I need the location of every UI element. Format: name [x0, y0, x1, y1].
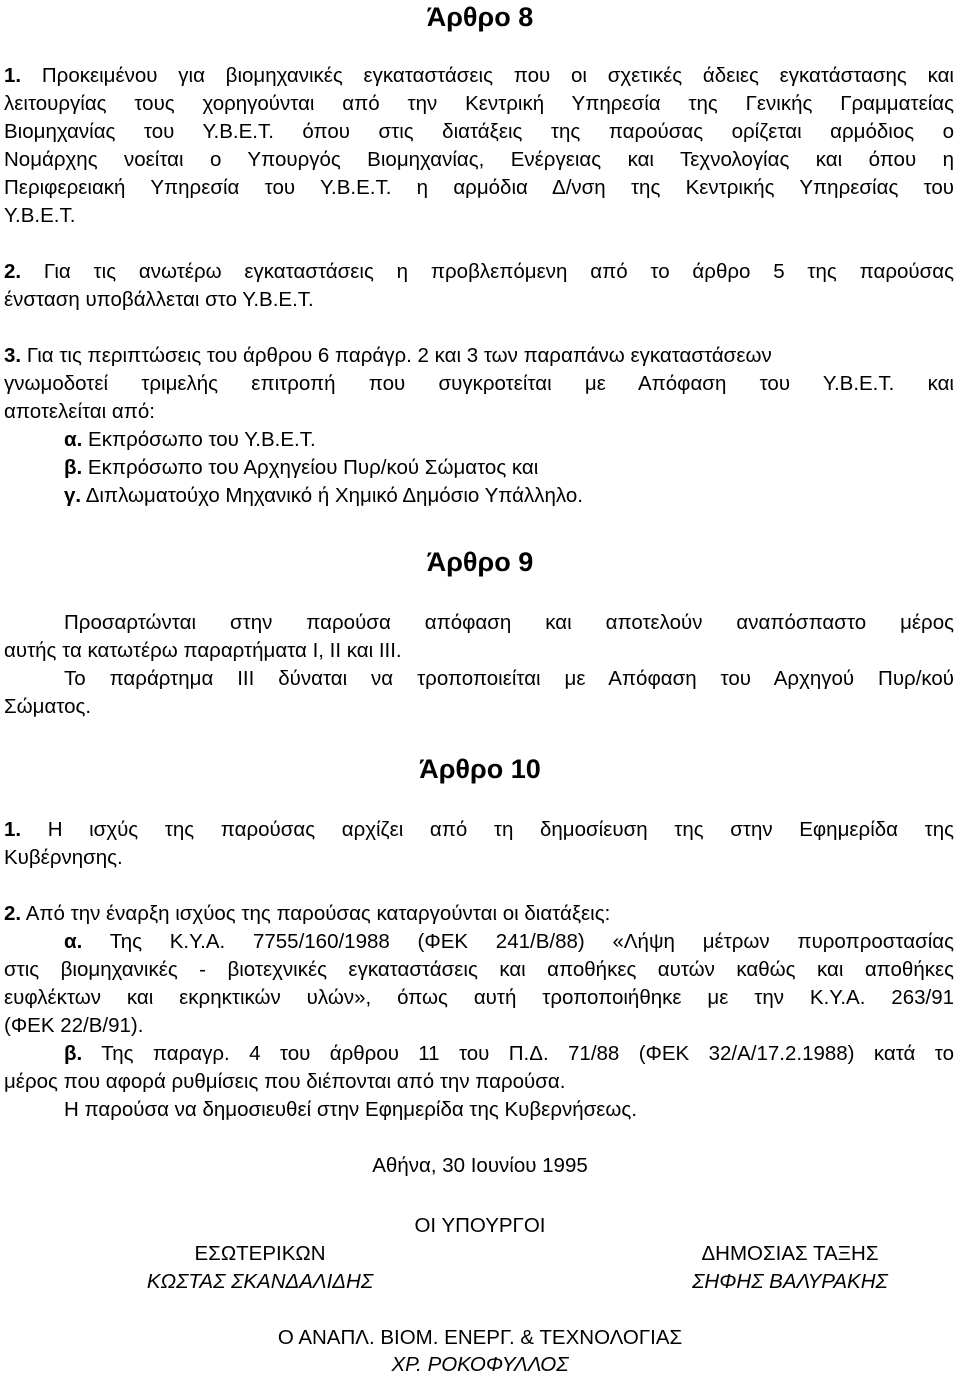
- art10-p1-line2: Κυβέρνησης.: [4, 846, 123, 869]
- art8-p3-item-b: β. Εκπρόσωπο του Αρχηγείου Πυρ/κού Σώματος και: [64, 456, 539, 479]
- art8-p2-line1: 2. Για τις ανωτέρω εγκαταστάσεις η προβλεπόμενη από το άρθρο 5 της παρούσας: [4, 260, 954, 283]
- article-9-title: Άρθρο 9: [426, 547, 534, 577]
- article-10-title: Άρθρο 10: [419, 754, 541, 784]
- art8-p1-line4: Νομάρχης νοείται ο Υπουργός Βιομηχανίας, Ενέργειας και Τεχνολογίας και όπου η: [4, 148, 954, 171]
- art8-p3-item-a: α. Εκπρόσωπο του Υ.Β.Ε.Τ.: [64, 428, 316, 451]
- art8-p1-line5: Περιφερειακή Υπηρεσία του Υ.Β.Ε.Τ. η αρμόδια Δ/νση της Κεντρικής Υπηρεσίας του: [4, 176, 954, 199]
- art8-p1-line6: Υ.Β.Ε.Τ.: [4, 204, 76, 227]
- art10-p2-a-line1: α. Της Κ.Υ.Α. 7755/160/1988 (ΦΕΚ 241/Β/88) «Λήψη μέτρων πυροπροστασίας: [64, 930, 955, 953]
- deputy-minister-title: Ο ΑΝΑΠΛ. ΒΙΟΜ. ΕΝΕΡΓ. & ΤΕΧΝΟΛΟΓΙΑΣ: [277, 1326, 683, 1349]
- art9-line3: Το παράρτημα ΙΙΙ δύναται να τροποποιείται με Απόφαση του Αρχηγού Πυρ/κού: [64, 667, 954, 690]
- art10-p2-a-line3: ευφλέκτων και εκρηκτικών υλών», όπως αυτή τροποποιήθηκε με την Κ.Υ.Α. 263/91: [4, 986, 954, 1009]
- left-minister-title: ΕΣΩΤΕΡΙΚΩΝ: [194, 1242, 326, 1265]
- right-minister-name: ΣΗΦΗΣ ΒΑΛΥΡΑΚΗΣ: [692, 1270, 888, 1293]
- right-minister-title: ΔΗΜΟΣΙΑΣ ΤΑΞΗΣ: [701, 1242, 879, 1265]
- art8-p2-number: 2.: [4, 260, 22, 283]
- art10-p1-number: 1.: [4, 818, 22, 841]
- ministers-heading: ΟΙ ΥΠΟΥΡΓΟΙ: [414, 1214, 546, 1237]
- art8-p2-line2: ένσταση υποβάλλεται στο Υ.Β.Ε.Τ.: [4, 288, 314, 311]
- art8-p1-line2: λειτουργίας τους χορηγούνται από την Κεντρική Υπηρεσία της Γενικής Γραμματείας: [4, 92, 954, 115]
- art8-p3-line2: γνωμοδοτεί τριμελής επιτροπή που συγκροτείται με Απόφαση του Υ.Β.Ε.Τ. και: [4, 372, 954, 395]
- art10-p2-b-line1: β. Της παραγρ. 4 του άρθρου 11 του Π.Δ. 71/88 (ΦΕΚ 32/Α/17.2.1988) κατά το: [64, 1042, 954, 1065]
- art10-p2-number: 2.: [4, 902, 22, 925]
- art10-p2-a-line2: στις βιομηχανικές - βιοτεχνικές εγκαταστάσεις και αποθήκες αυτών καθώς και αποθήκες: [4, 958, 954, 981]
- art8-p3-line3: αποτελείται από:: [4, 400, 155, 423]
- place-date: Αθήνα, 30 Ιουνίου 1995: [372, 1154, 588, 1177]
- art9-line4: Σώματος.: [4, 695, 92, 718]
- art9-line2: αυτής τα κατωτέρω παραρτήματα Ι, ΙΙ και ΙΙΙ.: [4, 639, 402, 662]
- art8-p1-line1: 1. Προκειμένου για βιομηχανικές εγκαταστάσεις που οι σχετικές άδειες εγκατάστασης και: [4, 64, 954, 87]
- art10-p1-line1: 1. Η ισχύς της παρούσας αρχίζει από τη δημοσίευση της στην Εφημερίδα της: [4, 818, 954, 841]
- left-minister-name: ΚΩΣΤΑΣ ΣΚΑΝΔΑΛΙΔΗΣ: [146, 1270, 374, 1293]
- art8-p3-number: 3.: [4, 344, 22, 367]
- art8-p1-line3: Βιομηχανίας του Υ.Β.Ε.Τ. όπου στις διατάξεις της παρούσας ορίζεται αρμόδιος ο: [4, 120, 954, 143]
- art10-p2-line1: 2. Από την έναρξη ισχύος της παρούσας καταργούνται οι διατάξεις:: [4, 902, 611, 925]
- deputy-minister-name: ΧΡ. ΡΟΚΟΦΥΛΛΟΣ: [391, 1353, 569, 1376]
- art8-p1-number: 1.: [4, 64, 22, 87]
- art8-p3-line1: 3. Για τις περιπτώσεις του άρθρου 6 παράγρ. 2 και 3 των παραπάνω εγκαταστάσεων: [4, 344, 772, 367]
- art8-p3-item-c: γ. Διπλωματούχο Μηχανικό ή Χημικό Δημόσιο Υπάλληλο.: [64, 484, 583, 507]
- art9-line1: Προσαρτώνται στην παρούσα απόφαση και αποτελούν αναπόσπαστο μέρος: [64, 611, 954, 634]
- article-8-title: Άρθρο 8: [426, 2, 534, 32]
- art10-closing: Η παρούσα να δημοσιευθεί στην Εφημερίδα της Κυβερνήσεως.: [64, 1098, 638, 1121]
- art10-p2-b-line2: μέρος που αφορά ρυθμίσεις που διέπονται από την παρούσα.: [4, 1070, 566, 1093]
- art10-p2-a-line4: (ΦΕΚ 22/Β/91).: [4, 1014, 144, 1037]
